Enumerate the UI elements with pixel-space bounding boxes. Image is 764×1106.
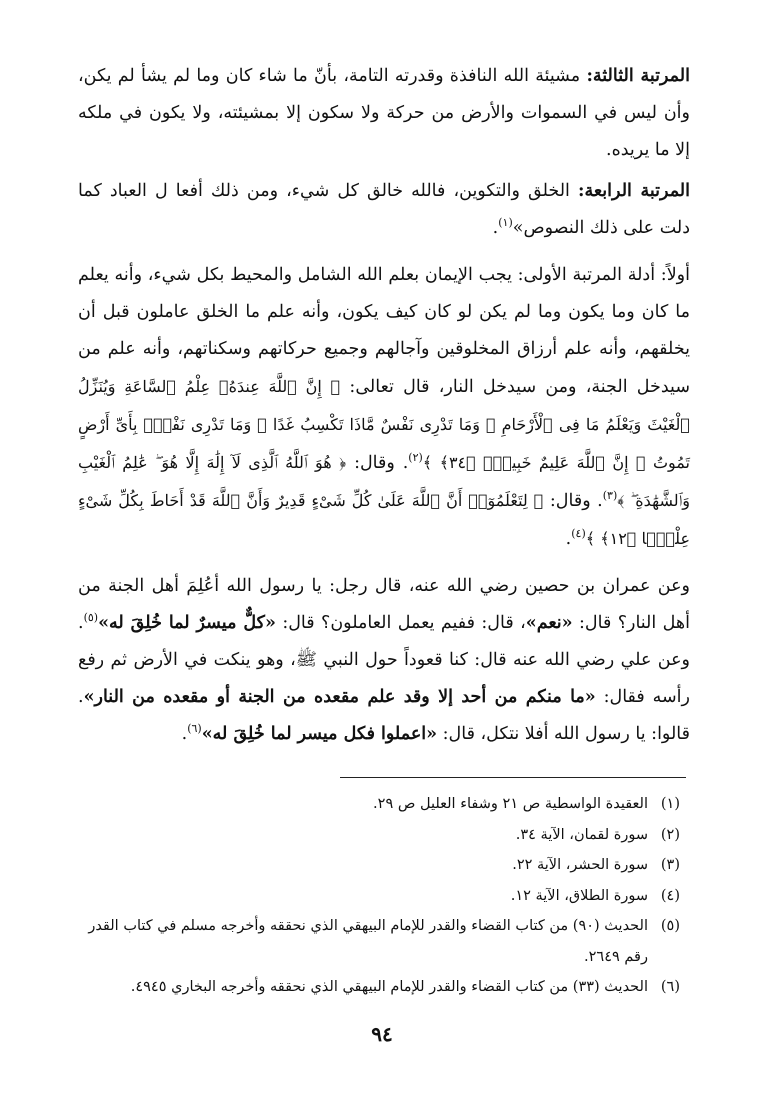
footnote-text: سورة الطلاق، الآية ١٢. [510, 887, 648, 904]
footnote-text: الحديث (٣٣) من كتاب القضاء والقدر للإمام البيهقي الذي نحققه وأخرجه البخاري ٤٩٤٥. [130, 979, 648, 995]
footnote-number: (٤) [660, 887, 680, 904]
footnote-ref: (٦) [187, 722, 202, 736]
punctuation: . [565, 529, 572, 549]
hadith-quote: «كلٌّ ميسرٌ لما خُلِقَ له» [98, 613, 276, 633]
paragraph-text: مشيئة الله النافذة وقدرته التامة، بأنّ ما شاء كان وما لم يشأ لم يكن، وأن ليس في السموات والأرض من حركة ولا سكون إلا بمشيئته، ولا يكون في ملكه إلا ما يريده. [78, 66, 690, 160]
quran-verse: ﴿ هُوَ ٱللَّهُ ٱلَّذِى لَآ إِلَٰهَ إِلَّا هُوَ ۖ عَٰلِمُ ٱلْغَيْبِ وَٱلشَّهَٰدَةِ ۖ ﴾ [78, 453, 690, 510]
punctuation: . [181, 724, 188, 744]
quran-verse: ﴿ لِتَعْلَمُوٓا۟ أَنَّ ٱللَّهَ عَلَىٰ كُلِّ شَىْءٍ قَدِيرٌ وَأَنَّ ٱللَّهَ قَدْ أَحَاطَ بِكُلِّ شَىْءٍ عِلْمًۢا ﴿١٢﴾ ﴾ [78, 491, 690, 548]
footnote-number: (٣) [660, 857, 680, 873]
paragraph-text: . وقال: [346, 453, 409, 473]
footnote-number: (١) [660, 796, 680, 812]
hadith-quote: «اعملوا فكل ميسر لما خُلِقَ له» [201, 724, 438, 744]
footnote-text: سورة لقمان، الآية ٣٤. [515, 826, 648, 843]
footnote-separator [340, 777, 686, 778]
paragraph-hadith [78, 568, 690, 753]
footnote [78, 881, 680, 912]
paragraph-heading: المرتبة الثالثة: [586, 66, 690, 86]
footnotes [78, 789, 680, 1003]
paragraph-text: . قالوا: يا رسول الله أفلا نتكل، قال: [78, 687, 690, 744]
footnote [78, 911, 680, 972]
footnote-text: الحديث (٩٠) من كتاب القضاء والقدر للإمام البيهقي الذي نحققه وأخرجه مسلم في كتاب القدر رقم ٢٦٤٩. [88, 918, 648, 965]
paragraph-text: . وعن علي رضي الله عنه قال: كنا قعوداً حول النبي ﷺ، وهو ينكت في الأرض ثم رفع رأسه فقال: [78, 613, 690, 707]
paragraph-text: وعن عمران بن حصين رضي الله عنه، قال رجل: يا رسول الله أعُلِمَ أهل الجنة من أهل النار؟ قال: [78, 576, 691, 633]
footnote [78, 850, 680, 881]
paragraph-fourth-rank [78, 173, 690, 247]
paragraph-heading: المرتبة الرابعة: [578, 181, 691, 201]
punctuation: . [492, 218, 499, 238]
footnote [78, 789, 680, 820]
footnote-ref: (٢) [408, 451, 423, 465]
paragraph-first-evidence [78, 257, 690, 558]
hadith-quote: «نعم» [525, 613, 573, 633]
footnote-text: العقيدة الواسطية ص ٢١ وشفاء العليل ص ٢٩. [373, 796, 648, 812]
footnote-number: (٦) [660, 979, 680, 995]
footnote-ref: (٥) [83, 611, 99, 625]
footnote-ref: (٤) [571, 527, 586, 541]
footnote-ref: (١) [498, 216, 513, 230]
quran-verse: ﴿ إِنَّ ٱللَّهَ عِندَهُۥ عِلْمُ ٱلسَّاعَةِ وَيُنَزِّلُ ٱلْغَيْثَ وَيَعْلَمُ مَا فِى ٱلْأَرْحَامِ ۖ وَمَا تَدْرِى نَفْسٌ مَّاذَا تَكْسِبُ غَدًا ۖ وَمَا تَدْرِى نَفْسٌۢ بِأَىِّ أَرْضٍ تَمُوتُ ۚ إِنَّ ٱللَّهَ عَلِيمٌ خَبِيرٌۢ ﴿٣٤﴾ ﴾ [78, 377, 691, 472]
paragraph-text: . وقال: [543, 491, 603, 511]
footnote-ref: (٣) [602, 489, 618, 503]
hadith-quote: «ما منكم من أحد إلا وقد علم مقعده من الجنة أو مقعده من النار» [83, 687, 596, 707]
footnote-number: (٥) [660, 918, 680, 934]
page-number: ٩٤ [371, 1022, 393, 1046]
paragraph-text: أولاً: أدلة المرتبة الأولى: يجب الإيمان بعلم الله الشامل والمحيط بكل شيء، وأنه يعلم ما كان وما يكون وما لم يكن لو كان كيف يكون، وأنه علم ما الخلق عاملون قبل أن يخلقهم، وأنه علم أرزاق المخلوقين وآجالهم وجميع حركاتهم وسكناتهم، وأنه علم من سيدخل الجنة، ومن سيدخل النار، قال تعالى: [78, 265, 690, 397]
footnote [78, 820, 680, 851]
paragraph-third-rank [78, 58, 690, 169]
paragraph-text: الخلق والتكوين، فالله خالق كل شيء، ومن ذلك أفعا ل العباد كما دلت على ذلك النصوص» [78, 181, 690, 238]
footnote-text: سورة الحشر، الآية ٢٢. [512, 857, 648, 873]
footnote-number: (٢) [660, 826, 680, 843]
page-body [78, 56, 690, 753]
footnote [78, 972, 680, 1003]
paragraph-text: ، قال: ففيم يعمل العاملون؟ قال: [275, 613, 526, 633]
